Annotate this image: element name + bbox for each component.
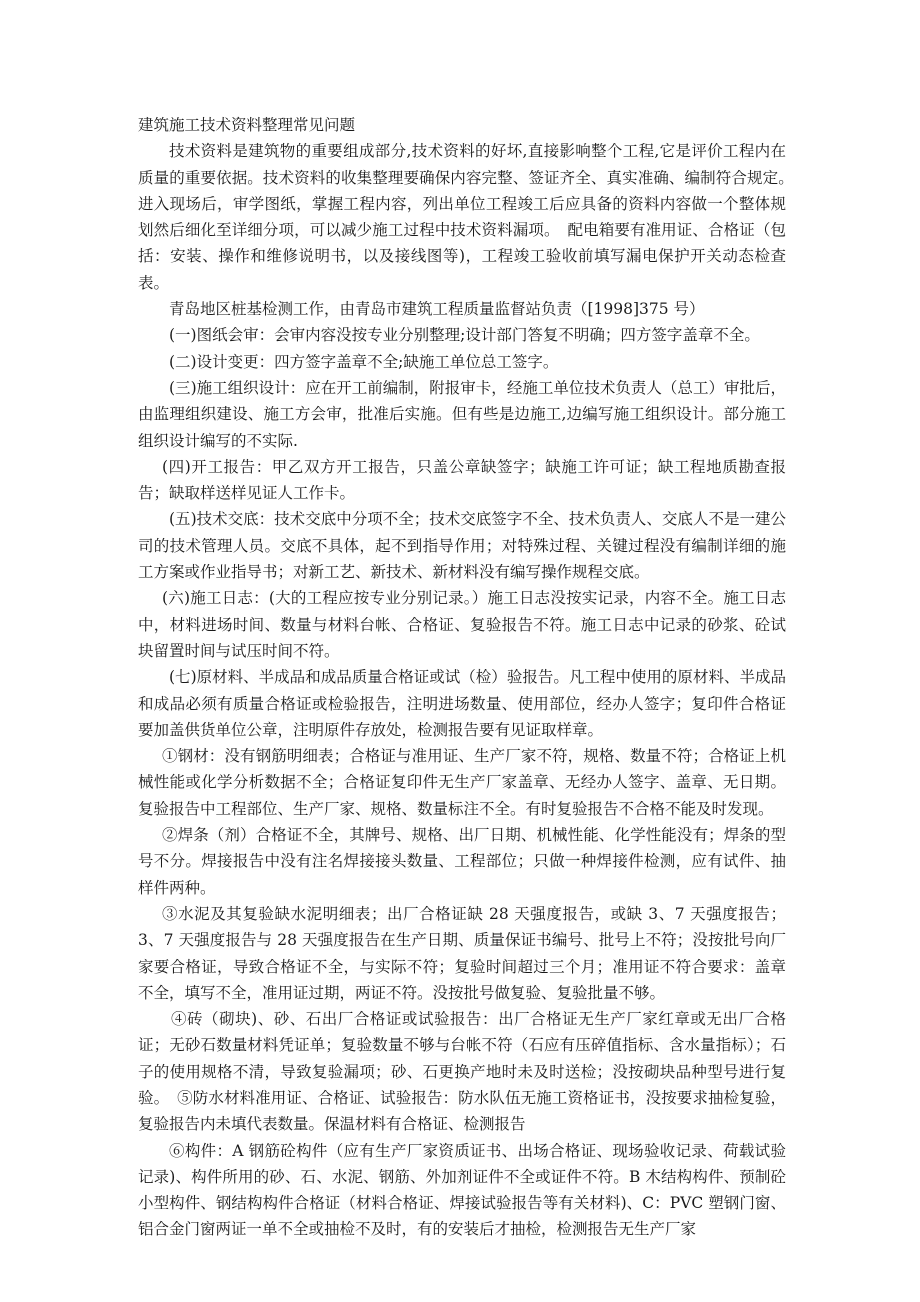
- document-body: [138, 112, 802, 1243]
- paragraph-brick-sand: ④砖（砌块)、砂、石出厂合格证或试验报告：出厂合格证无生产厂家红章或无出厂合格证；无砂石数量材料凭证单；复验数量不够与台帐不符（石应有压碎值指标、含水量指标）；石子的使用规格不清，导致复验漏项；砂、石更换产地时未及时送检；没按砌块品种型号进行复验。 ⑤防水材料准用证、合格证、试验报告：防水队伍无施工资格证书，没按要求抽检复验，复验报告内未填代表数量。保温材料有合格证、检测报告: [138, 1010, 786, 1134]
- paragraph-components: ⑥构件：A 钢筋砼构件（应有生产厂家资质证书、出场合格证、现场验收记录、荷载试验记录)、构件所用的砂、石、水泥、钢筋、外加剂证件不全或证件不符。B 木结构构件、预制砼小型构件、钢结构构件合格证（材料合格证、焊接试验报告等有关材料)、C：PVC 塑钢门窗、铝合金门窗两证一单不全或抽检不及时，有的安装后才抽检，检测报告无生产厂家: [138, 1141, 786, 1239]
- paragraph-construction-org: (三)施工组织设计：应在开工前编制，附报审卡，经施工单位技术负责人（总工）审批后，由监理组织建设、施工方会审，批准后实施。但有些是边施工,边编写施工组织设计。部分施工组织设计编写的不实际.: [138, 378, 786, 450]
- paragraph-pile-testing: 青岛地区桩基检测工作，由青岛市建筑工程质量监督站负责（[1998]375 号）: [169, 300, 705, 319]
- document-title: 建筑施工技术资料整理常见问题: [138, 116, 356, 134]
- paragraph-welding: ②焊条（剂）合格证不全，其牌号、规格、出厂日期、机械性能、化学性能没有；焊条的型号不分。焊接报告中没有注名焊接接头数量、工程部位；只做一种焊接件检测，应有试件、抽样件两种。: [138, 826, 786, 897]
- paragraph-intro: 技术资料是建筑物的重要组成部分,技术资料的好坏,直接影响整个工程,它是评价工程内在质量的重要依据。技术资料的收集整理要确保内容完整、签证齐全、真实准确、编制符合规定。 进入现场后，审学图纸，掌握工程内容，列出单位工程竣工后应具备的资料内容做一个整体规划然后细化至详细分项，可以减少施工过程中技术资料漏项。 配电箱要有准用证、合格证（包括：安装、操作和维修说明书，以及接线图等)，工程竣工验收前填写漏电保护开关动态检查表。: [138, 142, 802, 292]
- paragraph-technical-briefing: (五)技术交底：技术交底中分项不全；技术交底签字不全、技术负责人、交底人不是一建公司的技术管理人员。交底不具体，起不到指导作用；对特殊过程、关键过程没有编制详细的施工方案或作业指导书；对新工艺、新技术、新材料没有编写操作规程交底。: [138, 510, 786, 582]
- paragraph-materials: (七)原材料、半成品和成品质量合格证或试（检）验报告。凡工程中使用的原材料、半成品和成品必须有质量合格证或检验报告，注明进场数量、使用部位，经办人签字；复印件合格证要加盖供货单位公章，注明原件存放处，检测报告要有见证取样章。: [138, 668, 786, 739]
- paragraph-cement: ③水泥及其复验缺水泥明细表；出厂合格证缺 28 天强度报告，或缺 3、7 天强度报告；3、7 天强度报告与 28 天强度报告在生产日期、质量保证书编号、批号上不符；没按批号向厂家要合格证，导致合格证不全，与实际不符；复验时间超过三个月；准用证不符合要求：盖章不全，填写不全，准用证过期，两证不符。没按批号做复验、复验批量不够。: [138, 904, 786, 1002]
- paragraph-steel: ①钢材：没有钢筋明细表；合格证与准用证、生产厂家不符，规格、数量不符；合格证上机械性能或化学分析数据不全；合格证复印件无生产厂家盖章、无经办人签字、盖章、无日期。复验报告中工程部位、生产厂家、规格、数量标注不全。有时复验报告不合格不能及时发现。: [138, 747, 786, 818]
- paragraph-start-report: (四)开工报告：甲乙双方开工报告，只盖公章缺签字；缺施工许可证；缺工程地质勘查报告；缺取样送样见证人工作卡。: [138, 457, 786, 503]
- paragraph-design-change: (二)设计变更：四方签字盖章不全;缺施工单位总工签字。: [169, 352, 559, 371]
- paragraph-drawing-review: (一)图纸会审：会审内容没按专业分别整理;设计部门答复不明确；四方签字盖章不全。: [169, 326, 760, 345]
- paragraph-construction-log: (六)施工日志：(大的工程应按专业分别记录。）施工日志没按实记录，内容不全。施工日志中，材料进场时间、数量与材料台帐、合格证、复验报告不符。施工日志中记录的砂浆、砼试块留置时间与试压时间不符。: [138, 589, 786, 660]
